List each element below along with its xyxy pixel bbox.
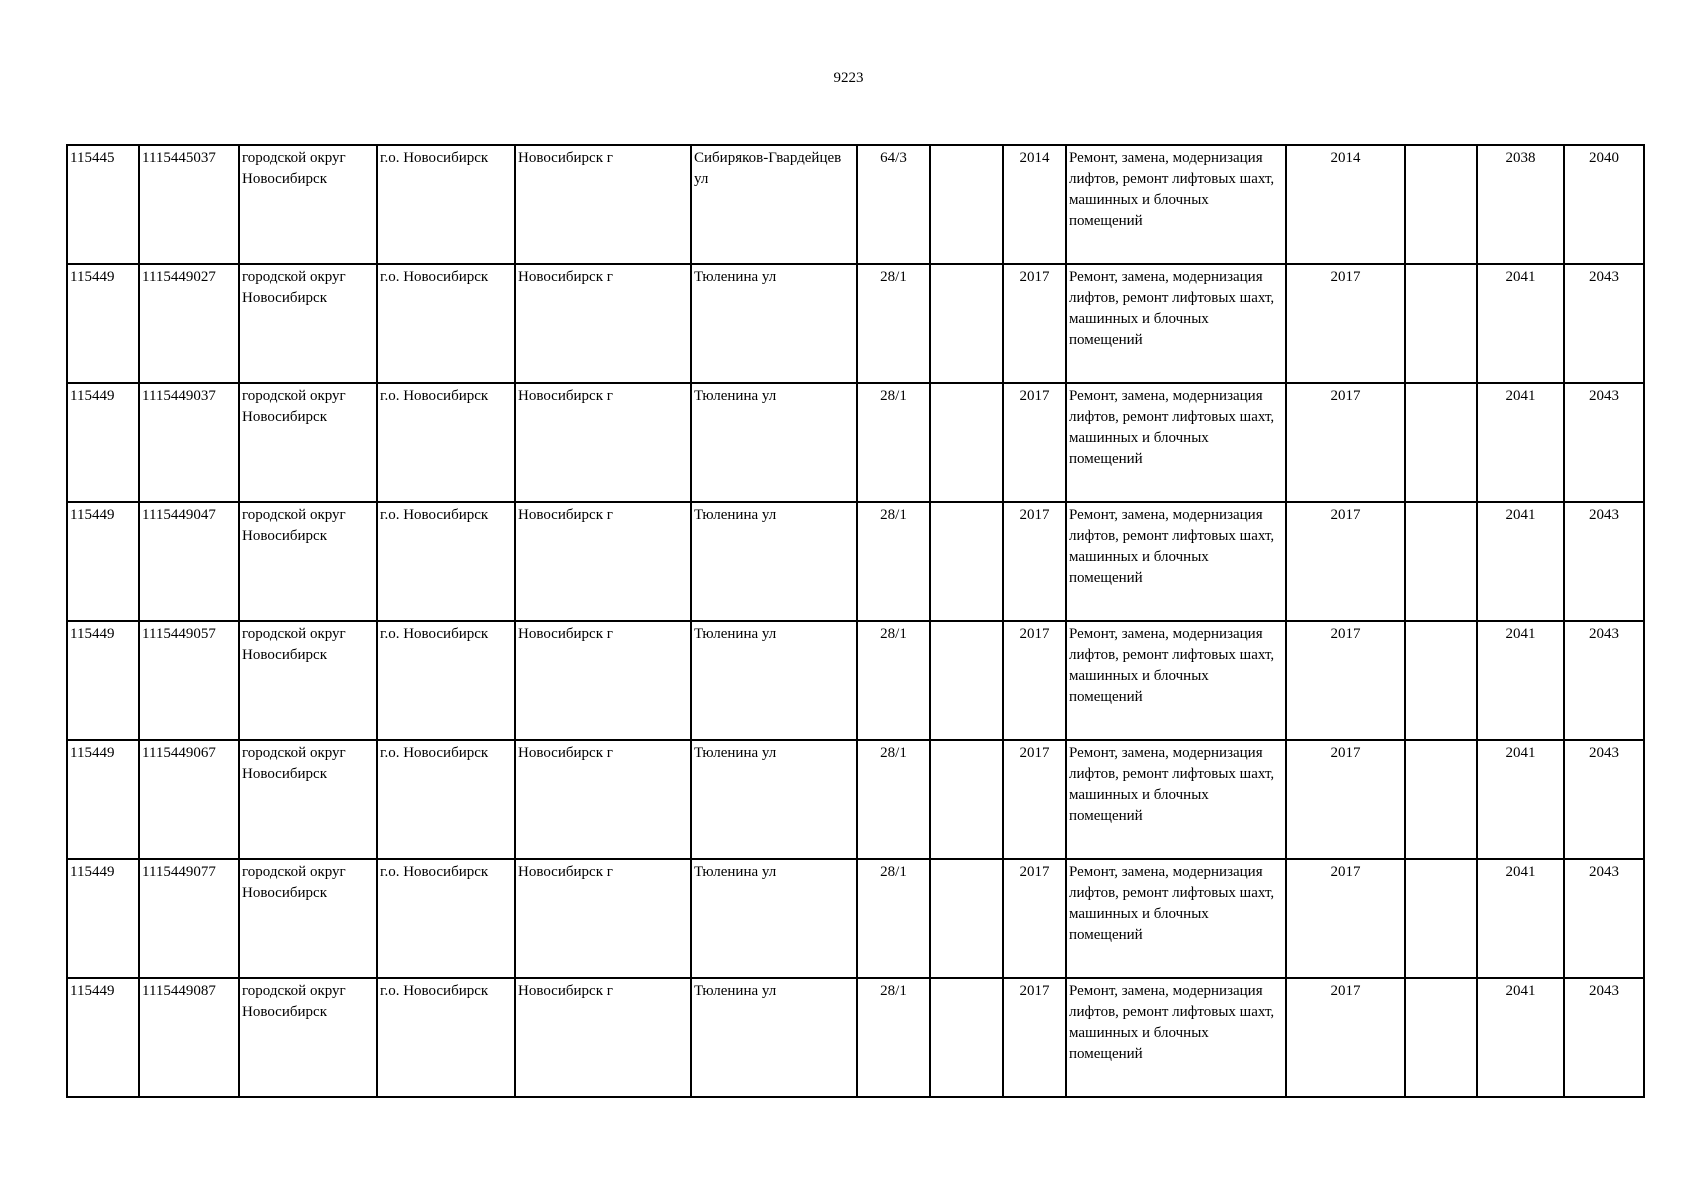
work-year-cell: 2017	[1286, 621, 1405, 740]
building-cell	[930, 383, 1003, 502]
period-end-cell: 2043	[1564, 502, 1644, 621]
table-row	[67, 264, 1644, 383]
object-id-cell: 115445	[67, 145, 139, 264]
period-end-cell: 2043	[1564, 859, 1644, 978]
blank-cell	[1405, 978, 1477, 1097]
street-cell: Тюленина ул	[691, 383, 857, 502]
work-type-cell: Ремонт, замена, модернизация лифтов, ремонт лифтовых шахт, машинных и блочных помещений	[1066, 502, 1286, 621]
building-cell	[930, 978, 1003, 1097]
work-year-cell: 2017	[1286, 859, 1405, 978]
work-year-cell: 2017	[1286, 264, 1405, 383]
blank-cell	[1405, 859, 1477, 978]
municipality-cell: г.о. Новосибирск	[377, 264, 515, 383]
house-number-cell: 28/1	[857, 859, 930, 978]
object-code-cell: 1115449077	[139, 859, 239, 978]
building-cell	[930, 264, 1003, 383]
table-body	[67, 145, 1644, 1097]
blank-cell	[1405, 502, 1477, 621]
registry-table	[66, 144, 1645, 1098]
municipality-cell: г.о. Новосибирск	[377, 859, 515, 978]
object-code-cell: 1115449087	[139, 978, 239, 1097]
municipality-cell: г.о. Новосибирск	[377, 978, 515, 1097]
period-start-cell: 2041	[1477, 859, 1564, 978]
house-number-cell: 28/1	[857, 621, 930, 740]
table-row	[67, 740, 1644, 859]
locality-cell: Новосибирск г	[515, 978, 691, 1097]
period-start-cell: 2041	[1477, 978, 1564, 1097]
building-cell	[930, 740, 1003, 859]
year-built-cell: 2017	[1003, 264, 1066, 383]
blank-cell	[1405, 145, 1477, 264]
blank-cell	[1405, 621, 1477, 740]
municipality-cell: г.о. Новосибирск	[377, 383, 515, 502]
work-year-cell: 2017	[1286, 740, 1405, 859]
page-number: 9223	[833, 70, 864, 86]
district-cell: городской округ Новосибирск	[239, 383, 377, 502]
work-type-cell: Ремонт, замена, модернизация лифтов, ремонт лифтовых шахт, машинных и блочных помещений	[1066, 621, 1286, 740]
municipality-cell: г.о. Новосибирск	[377, 502, 515, 621]
object-code-cell: 1115449067	[139, 740, 239, 859]
table-row	[67, 978, 1644, 1097]
building-cell	[930, 621, 1003, 740]
work-type-cell: Ремонт, замена, модернизация лифтов, ремонт лифтовых шахт, машинных и блочных помещений	[1066, 740, 1286, 859]
work-year-cell: 2017	[1286, 383, 1405, 502]
blank-cell	[1405, 740, 1477, 859]
period-end-cell: 2043	[1564, 621, 1644, 740]
locality-cell: Новосибирск г	[515, 621, 691, 740]
locality-cell: Новосибирск г	[515, 859, 691, 978]
work-type-cell: Ремонт, замена, модернизация лифтов, ремонт лифтовых шахт, машинных и блочных помещений	[1066, 145, 1286, 264]
object-id-cell: 115449	[67, 740, 139, 859]
district-cell: городской округ Новосибирск	[239, 740, 377, 859]
municipality-cell: г.о. Новосибирск	[377, 145, 515, 264]
work-type-cell: Ремонт, замена, модернизация лифтов, ремонт лифтовых шахт, машинных и блочных помещений	[1066, 264, 1286, 383]
locality-cell: Новосибирск г	[515, 502, 691, 621]
year-built-cell: 2017	[1003, 621, 1066, 740]
street-cell: Тюленина ул	[691, 859, 857, 978]
locality-cell: Новосибирск г	[515, 383, 691, 502]
work-year-cell: 2017	[1286, 502, 1405, 621]
object-code-cell: 1115449037	[139, 383, 239, 502]
house-number-cell: 28/1	[857, 264, 930, 383]
object-id-cell: 115449	[67, 383, 139, 502]
district-cell: городской округ Новосибирск	[239, 145, 377, 264]
table-row	[67, 145, 1644, 264]
street-cell: Тюленина ул	[691, 502, 857, 621]
period-start-cell: 2041	[1477, 621, 1564, 740]
municipality-cell: г.о. Новосибирск	[377, 621, 515, 740]
period-start-cell: 2038	[1477, 145, 1564, 264]
table-row	[67, 502, 1644, 621]
period-start-cell: 2041	[1477, 383, 1564, 502]
object-code-cell: 1115445037	[139, 145, 239, 264]
municipality-cell: г.о. Новосибирск	[377, 740, 515, 859]
period-end-cell: 2043	[1564, 264, 1644, 383]
period-end-cell: 2043	[1564, 383, 1644, 502]
year-built-cell: 2017	[1003, 502, 1066, 621]
house-number-cell: 28/1	[857, 978, 930, 1097]
district-cell: городской округ Новосибирск	[239, 502, 377, 621]
work-type-cell: Ремонт, замена, модернизация лифтов, ремонт лифтовых шахт, машинных и блочных помещений	[1066, 978, 1286, 1097]
locality-cell: Новосибирск г	[515, 740, 691, 859]
blank-cell	[1405, 383, 1477, 502]
object-code-cell: 1115449057	[139, 621, 239, 740]
house-number-cell: 28/1	[857, 502, 930, 621]
year-built-cell: 2017	[1003, 740, 1066, 859]
object-id-cell: 115449	[67, 859, 139, 978]
locality-cell: Новосибирск г	[515, 145, 691, 264]
house-number-cell: 28/1	[857, 383, 930, 502]
object-id-cell: 115449	[67, 502, 139, 621]
period-start-cell: 2041	[1477, 264, 1564, 383]
district-cell: городской округ Новосибирск	[239, 978, 377, 1097]
street-cell: Сибиряков-Гвардейцев ул	[691, 145, 857, 264]
district-cell: городской округ Новосибирск	[239, 859, 377, 978]
period-start-cell: 2041	[1477, 502, 1564, 621]
blank-cell	[1405, 264, 1477, 383]
object-id-cell: 115449	[67, 621, 139, 740]
work-type-cell: Ремонт, замена, модернизация лифтов, ремонт лифтовых шахт, машинных и блочных помещений	[1066, 859, 1286, 978]
work-type-cell: Ремонт, замена, модернизация лифтов, ремонт лифтовых шахт, машинных и блочных помещений	[1066, 383, 1286, 502]
building-cell	[930, 502, 1003, 621]
street-cell: Тюленина ул	[691, 621, 857, 740]
work-year-cell: 2014	[1286, 145, 1405, 264]
object-id-cell: 115449	[67, 264, 139, 383]
house-number-cell: 64/3	[857, 145, 930, 264]
building-cell	[930, 859, 1003, 978]
period-start-cell: 2041	[1477, 740, 1564, 859]
table-row	[67, 383, 1644, 502]
district-cell: городской округ Новосибирск	[239, 621, 377, 740]
object-code-cell: 1115449047	[139, 502, 239, 621]
period-end-cell: 2043	[1564, 978, 1644, 1097]
object-id-cell: 115449	[67, 978, 139, 1097]
table-row	[67, 859, 1644, 978]
year-built-cell: 2017	[1003, 859, 1066, 978]
year-built-cell: 2017	[1003, 383, 1066, 502]
year-built-cell: 2017	[1003, 978, 1066, 1097]
street-cell: Тюленина ул	[691, 978, 857, 1097]
work-year-cell: 2017	[1286, 978, 1405, 1097]
table-row	[67, 621, 1644, 740]
house-number-cell: 28/1	[857, 740, 930, 859]
locality-cell: Новосибирск г	[515, 264, 691, 383]
year-built-cell: 2014	[1003, 145, 1066, 264]
street-cell: Тюленина ул	[691, 740, 857, 859]
street-cell: Тюленина ул	[691, 264, 857, 383]
building-cell	[930, 145, 1003, 264]
district-cell: городской округ Новосибирск	[239, 264, 377, 383]
period-end-cell: 2043	[1564, 740, 1644, 859]
object-code-cell: 1115449027	[139, 264, 239, 383]
period-end-cell: 2040	[1564, 145, 1644, 264]
